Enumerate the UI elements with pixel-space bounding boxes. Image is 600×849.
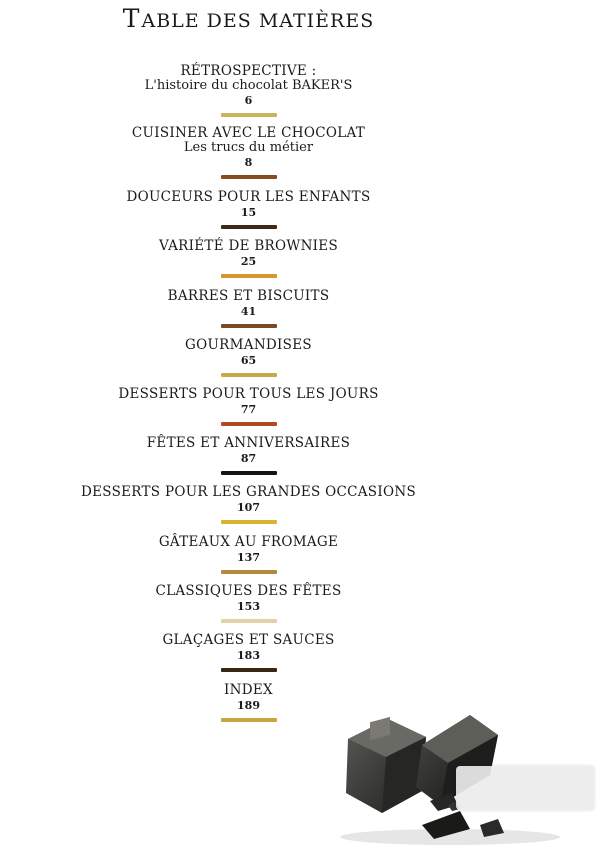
toc-entry[interactable]	[0, 485, 497, 524]
toc-entry-page: 15	[240, 206, 257, 219]
toc-entry-title: GLAÇAGES ET SAUCES	[162, 632, 335, 648]
toc-entry-title: GÂTEAUX AU FROMAGE	[158, 534, 339, 550]
toc-entry[interactable]	[0, 535, 497, 574]
toc-entry-title: DOUCEURS POUR LES ENFANTS	[126, 189, 371, 205]
toc-entry-page: 41	[240, 305, 257, 318]
color-bar	[221, 274, 277, 278]
color-bar	[221, 570, 277, 574]
toc-entry-title: GOURMANDISES	[185, 337, 312, 353]
toc-entry-title: RÉTROSPECTIVE :	[180, 63, 317, 79]
color-bar	[221, 718, 277, 722]
color-bar	[221, 113, 277, 117]
toc-entry-title: CUISINER AVEC LE CHOCOLAT	[131, 125, 366, 141]
toc-entry-page: 8	[244, 156, 253, 169]
color-bar	[221, 668, 277, 672]
toc-entry-subtitle: Les trucs du métier	[183, 140, 314, 155]
toc-entry-title: CLASSIQUES DES FÊTES	[155, 583, 342, 599]
toc-entry[interactable]	[0, 584, 497, 623]
color-bar	[221, 225, 277, 229]
toc-entry-title: BARRES ET BISCUITS	[167, 288, 330, 304]
toc-entry-page: 77	[240, 403, 257, 416]
toc-entry-title: INDEX	[224, 682, 273, 698]
toc-entry-page: 137	[237, 551, 260, 564]
toc-entry[interactable]	[0, 190, 497, 229]
toc-entry[interactable]	[0, 387, 497, 426]
toc-entry-page: 189	[237, 699, 260, 712]
color-bar	[221, 619, 277, 623]
toc-entry-page: 25	[240, 255, 257, 268]
color-bar	[221, 471, 277, 475]
toc-entry-title: DESSERTS POUR LES GRANDES OCCASIONS	[80, 484, 417, 500]
color-bar	[221, 520, 277, 524]
title-initial: T	[122, 4, 141, 33]
toc-entry[interactable]	[0, 436, 497, 475]
toc-entry-page: 87	[240, 452, 257, 465]
color-bar	[221, 175, 277, 179]
toc-entry-title: VARIÉTÉ DE BROWNIES	[158, 238, 339, 254]
toc-entry-page: 65	[240, 354, 257, 367]
toc-entry-title: DESSERTS POUR TOUS LES JOURS	[118, 386, 379, 402]
toc-entry[interactable]	[0, 289, 497, 328]
toc-entry-title: FÊTES ET ANNIVERSAIRES	[146, 435, 351, 451]
toc-entry-page: 6	[244, 94, 253, 107]
page-title	[0, 4, 497, 33]
color-bar	[221, 422, 277, 426]
toc-entry[interactable]	[0, 126, 497, 179]
color-bar	[221, 324, 277, 328]
toc-entry[interactable]	[0, 633, 497, 672]
toc-entry[interactable]	[0, 64, 497, 117]
toc-entry[interactable]	[0, 239, 497, 278]
toc-entry-page: 107	[237, 501, 260, 514]
toc-entry-page: 153	[237, 600, 260, 613]
toc-entry[interactable]	[0, 338, 497, 377]
title-text: ABLE DES MATIÈRES	[141, 10, 375, 32]
watermark	[456, 766, 594, 810]
color-bar	[221, 373, 277, 377]
toc-entry-page: 183	[237, 649, 260, 662]
toc-entry-subtitle: L'histoire du chocolat BAKER'S	[144, 78, 353, 93]
